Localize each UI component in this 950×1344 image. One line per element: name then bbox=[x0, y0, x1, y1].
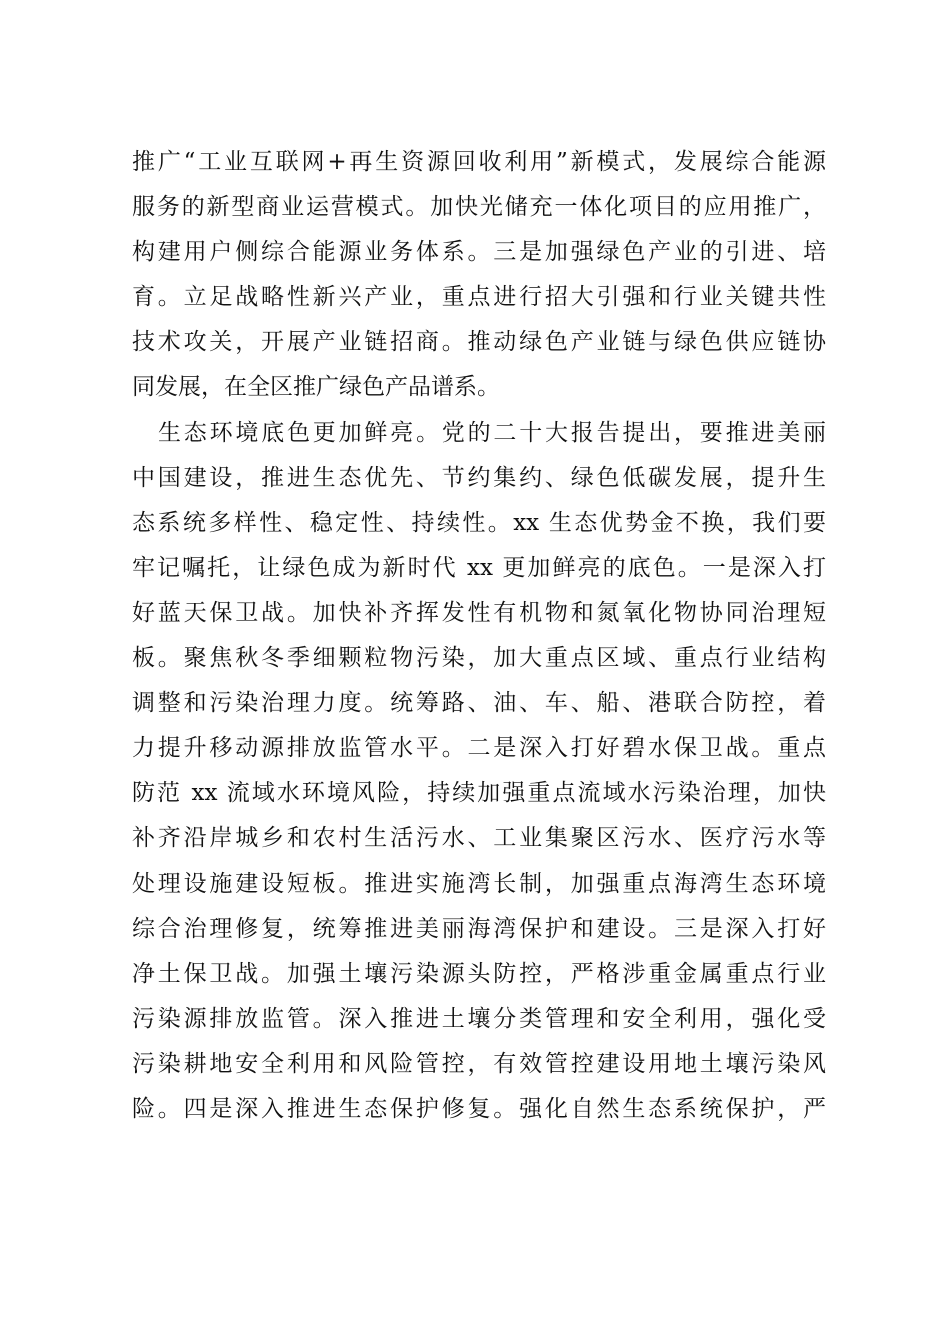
paragraph-2-line-12: 综合治理修复，统筹推进美丽海湾保护和建设。三是深入打好 bbox=[132, 915, 826, 942]
paragraph-2-line-4: 牢记嘱托，让绿色成为新时代 xx 更加鲜亮的底色。一是深入打 bbox=[132, 554, 826, 581]
paragraph-1-line-2: 服务的新型商业运营模式。加快光储充一体化项目的应用推广， bbox=[132, 194, 826, 221]
paragraph-1-line-3: 构建用户侧综合能源业务体系。三是加强绿色产业的引进、培 bbox=[132, 239, 826, 266]
paragraph-2-line-8: 力提升移动源排放监管水平。二是深入打好碧水保卫战。重点 bbox=[132, 735, 826, 762]
paragraph-2-line-3: 态系统多样性、稳定性、持续性。xx 生态优势金不换，我们要 bbox=[132, 509, 826, 536]
paragraph-2-line-6: 板。聚焦秋冬季细颗粒物污染，加大重点区域、重点行业结构 bbox=[132, 645, 826, 672]
paragraph-1-line-6: 同发展，在全区推广绿色产品谱系。 bbox=[132, 374, 500, 401]
paragraph-2-line-2: 中国建设，推进生态优先、节约集约、绿色低碳发展，提升生 bbox=[132, 464, 826, 491]
paragraph-1-line-4: 育。立足战略性新兴产业，重点进行招大引强和行业关键共性 bbox=[132, 284, 826, 311]
paragraph-2-line-1: 生态环境底色更加鲜亮。党的二十大报告提出，要推进美丽 bbox=[158, 419, 826, 446]
paragraph-2-line-10: 补齐沿岸城乡和农村生活污水、工业集聚区污水、医疗污水等 bbox=[132, 825, 826, 852]
paragraph-2-line-14: 污染源排放监管。深入推进土壤分类管理和安全利用，强化受 bbox=[132, 1005, 826, 1032]
paragraph-1-line-5: 技术攻关，开展产业链招商。推动绿色产业链与绿色供应链协 bbox=[132, 329, 826, 356]
document-body bbox=[132, 140, 826, 1132]
paragraph-2-line-9: 防范 xx 流域水环境风险，持续加强重点流域水污染治理，加快 bbox=[132, 780, 826, 807]
paragraph-2-line-5: 好蓝天保卫战。加快补齐挥发性有机物和氮氧化物协同治理短 bbox=[132, 599, 826, 626]
paragraph-1-line-1: 推广“工业互联网+再生资源回收利用”新模式，发展综合能源 bbox=[132, 149, 826, 175]
paragraph-2-line-15: 污染耕地安全利用和风险管控，有效管控建设用地土壤污染风 bbox=[132, 1050, 826, 1077]
paragraph-2-line-16: 险。四是深入推进生态保护修复。强化自然生态系统保护，严 bbox=[132, 1095, 826, 1122]
paragraph-2-line-11: 处理设施建设短板。推进实施湾长制，加强重点海湾生态环境 bbox=[132, 870, 826, 897]
paragraph-2-line-13: 净土保卫战。加强土壤污染源头防控，严格涉重金属重点行业 bbox=[132, 960, 826, 987]
paragraph-2-line-7: 调整和污染治理力度。统筹路、油、车、船、港联合防控，着 bbox=[132, 690, 826, 717]
